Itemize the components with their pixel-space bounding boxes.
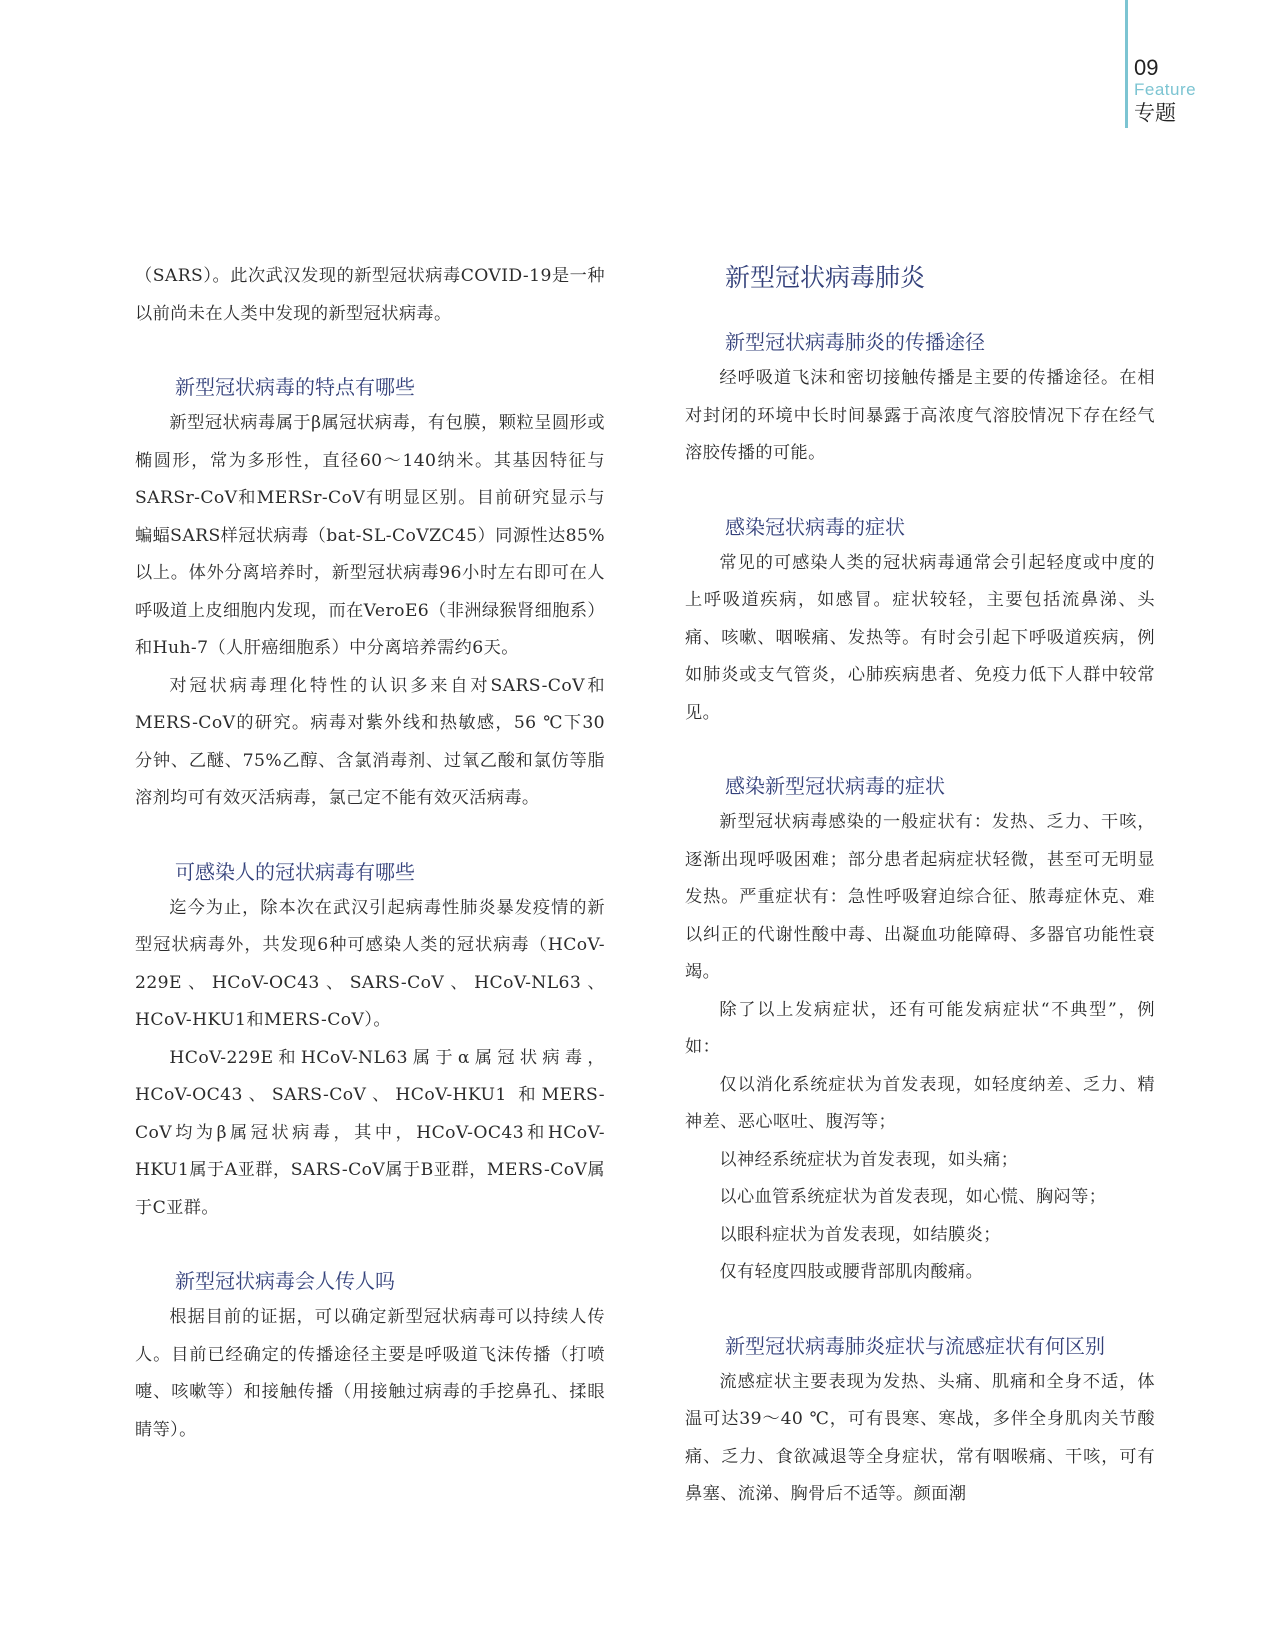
body-paragraph: 迄今为止，除本次在武汉引起病毒性肺炎暴发疫情的新型冠状病毒外，共发现6种可感染人类的冠状病毒（HCoV-229E、HCoV-OC43、SARS-CoV、HCoV-NL63、HCoV-HKU1和MERS-CoV）。 (135, 897, 605, 1030)
section-heading: 感染新型冠状病毒的症状 (725, 774, 945, 798)
body-paragraph: 对冠状病毒理化特性的认识多来自对SARS-CoV和MERS-CoV的研究。病毒对紫外线和热敏感，56 ℃下30分钟、乙醚、75%乙醇、含氯消毒剂、过氧乙酸和氯仿等脂溶剂均可有效灭活病毒，氯己定不能有效灭活病毒。 (135, 675, 605, 808)
section-heading: 新型冠状病毒的特点有哪些 (175, 375, 415, 399)
symptom-item: 仅有轻度四肢或腰背部肌肉酸痛。 (719, 1262, 984, 1282)
section-heading: 新型冠状病毒会人传人吗 (175, 1269, 395, 1293)
section-label-zh: 专题 (1134, 101, 1176, 125)
header-accent-rule (1125, 0, 1128, 128)
right-column (685, 258, 1155, 1514)
section-heading: 可感染人的冠状病毒有哪些 (175, 859, 415, 884)
body-paragraph: 常见的可感染人类的冠状病毒通常会引起轻度或中度的上呼吸道疾病，如感冒。症状较轻，主要包括流鼻涕、头痛、咳嗽、咽喉痛、发热等。有时会引起下呼吸道疾病，例如肺炎或支气管炎，心肺疾病患者、免疫力低下人群中较常见。 (685, 552, 1155, 723)
section-heading: 新型冠状病毒肺炎症状与流感症状有何区别 (725, 1333, 1105, 1358)
body-paragraph: 根据目前的证据，可以确定新型冠状病毒可以持续人传人。目前已经确定的传播途径主要是呼吸道飞沫传播（打喷嚏、咳嗽等）和接触传播（用接触过病毒的手挖鼻孔、揉眼睛等）。 (135, 1307, 605, 1440)
section-heading: 感染冠状病毒的症状 (725, 514, 905, 539)
body-paragraph: 除了以上发病症状，还有可能发病症状“不典型”，例如： (685, 999, 1155, 1057)
body-paragraph: 经呼吸道飞沫和密切接触传播是主要的传播途径。在相对封闭的环境中长时间暴露于高浓度气溶胶情况下存在经气溶胶传播的可能。 (685, 368, 1155, 463)
left-column (135, 258, 605, 1449)
symptom-item: 以心血管系统症状为首发表现，如心慌、胸闷等； (719, 1187, 1107, 1207)
section-heading: 新型冠状病毒肺炎的传播途径 (725, 330, 985, 354)
page-header (1134, 56, 1264, 126)
intro-paragraph: （SARS）。此次武汉发现的新型冠状病毒COVID-19是一种以前尚未在人类中发现的新型冠状病毒。 (135, 266, 605, 324)
body-paragraph: 新型冠状病毒属于β属冠状病毒，有包膜，颗粒呈圆形或椭圆形，常为多形性，直径60～140纳米。其基因特征与SARSr-CoV和MERSr-CoV有明显区别。目前研究显示与蝙蝠SARS样冠状病毒（bat-SL-CoVZC45）同源性达85%以上。体外分离培养时，新型冠状病毒96小时左右即可在人呼吸道上皮细胞内发现，而在VeroE6（非洲绿猴肾细胞系）和Huh-7（人肝癌细胞系）中分离培养需约6天。 (135, 413, 605, 658)
symptom-item: 仅以消化系统症状为首发表现，如轻度纳差、乏力、精神差、恶心呕吐、腹泻等； (685, 1074, 1155, 1132)
article-title: 新型冠状病毒肺炎 (725, 263, 926, 292)
symptom-item: 以神经系统症状为首发表现，如头痛； (719, 1149, 1019, 1170)
body-paragraph: 新型冠状病毒感染的一般症状有：发热、乏力、干咳，逐渐出现呼吸困难；部分患者起病症状轻微，甚至可无明显发热。严重症状有：急性呼吸窘迫综合征、脓毒症休克、难以纠正的代谢性酸中毒、出凝血功能障碍、多器官功能性衰竭。 (685, 812, 1155, 982)
body-paragraph: HCoV-229E和HCoV-NL63属于α属冠状病毒，HCoV-OC43、SARS-CoV、HCoV-HKU1 和MERS-CoV均为β属冠状病毒，其中，HCoV-OC43和HCoV-HKU1属于A亚群，SARS-CoV属于B亚群，MERS-CoV属于C亚群。 (135, 1047, 605, 1218)
page-number: 09 (1134, 55, 1159, 80)
body-paragraph: 流感症状主要表现为发热、头痛、肌痛和全身不适，体温可达39～40 ℃，可有畏寒、寒战，多伴全身肌肉关节酸痛、乏力、食欲减退等全身症状，常有咽喉痛、干咳，可有鼻塞、流涕、胸骨后不适等。颜面潮 (685, 1371, 1155, 1504)
section-label-en: Feature (1134, 80, 1197, 99)
symptom-item: 以眼科症状为首发表现，如结膜炎； (719, 1224, 1001, 1245)
